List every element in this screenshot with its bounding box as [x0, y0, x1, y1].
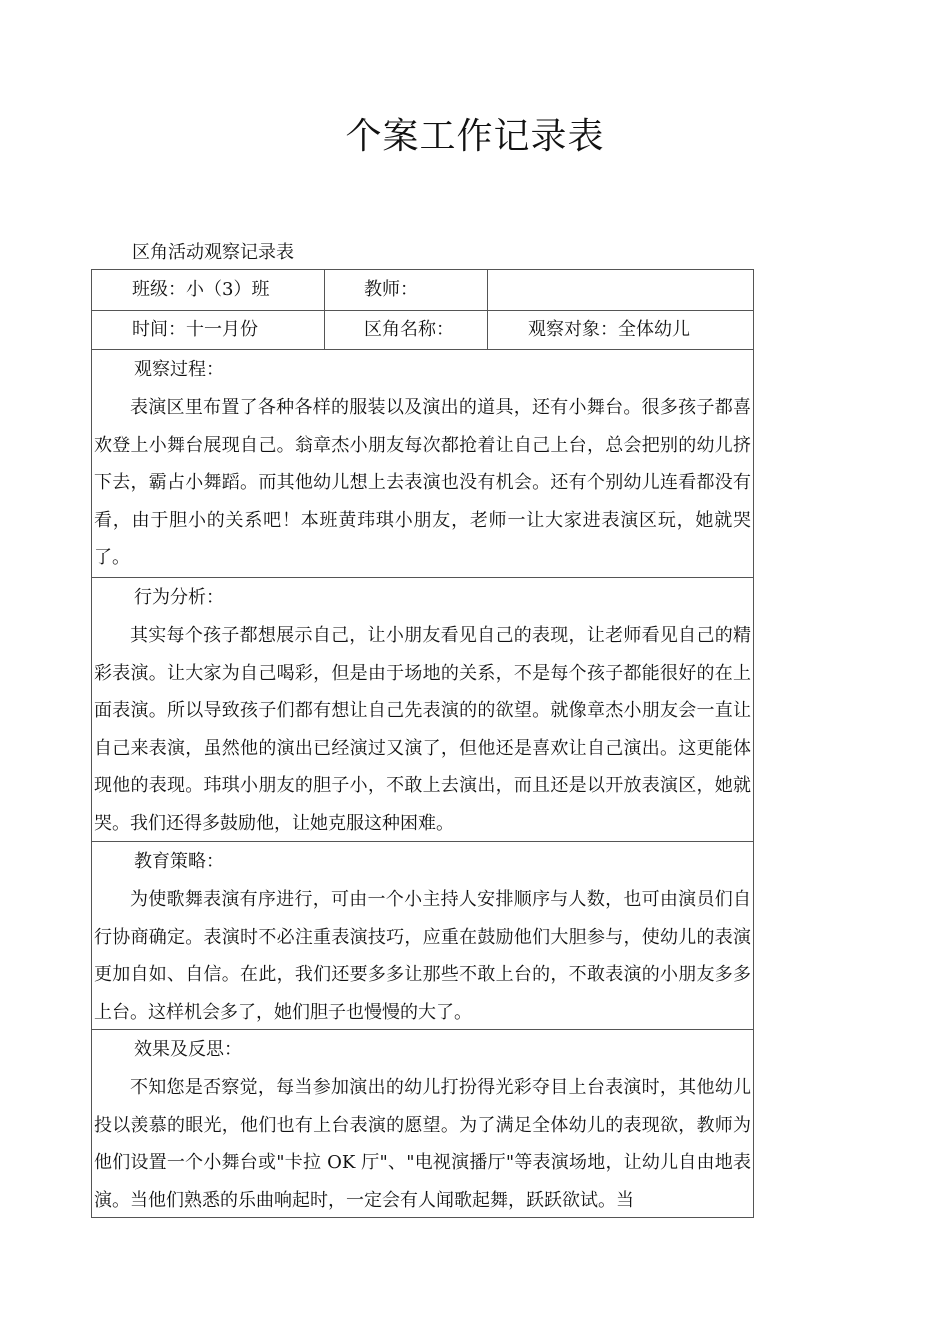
class-cell: 班级：小（3）班: [132, 279, 270, 300]
section-body: 表演区里布置了各种各样的服装以及演出的道具，还有小舞台。很多孩子都喜欢登上小舞台展现自己。翁章杰小朋友每次都抢着让自己上台，总会把别的幼儿挤下去，霸占小舞蹈。而其他幼儿想上去表演也没有机会。还有个别幼儿连看都没有看，由于胆小的关系吧！本班黄玮琪小朋友，老师一让大家进表演区玩，她就哭了。: [94, 397, 751, 569]
observation-target-cell: 观察对象：全体幼儿: [528, 319, 690, 340]
section-heading: 教育策略：: [134, 851, 224, 872]
teacher-label: 教师：: [364, 279, 418, 300]
section-body: 不知您是否察觉，每当参加演出的幼儿打扮得光彩夺目上台表演时，其他幼儿投以羡慕的眼光，他们也有上台表演的愿望。为了满足全体幼儿的表现欲，教师为他们设置一个小舞台或"卡拉 OK 厅"、"电视演播厅"等表演场地，让幼儿自由地表演。当他们熟悉的乐曲响起时，一定会有人闻歌起舞，跃跃欲试。当: [94, 1077, 751, 1211]
observation-process-section: [94, 351, 751, 577]
area-name-cell: 区角名称：: [364, 319, 454, 340]
page-title: 个案工作记录表: [345, 116, 605, 157]
effect-reflection-section: [94, 1031, 751, 1219]
form-title: 区角活动观察记录表: [132, 242, 294, 263]
time-cell: 时间：十一月份: [132, 319, 258, 340]
education-strategy-section: [94, 843, 751, 1031]
section-body: 其实每个孩子都想展示自己，让小朋友看见自己的表现，让老师看见自己的精彩表演。让大家为自己喝彩，但是由于场地的关系，不是每个孩子都能很好的在上面表演。所以导致孩子们都有想让自己先表演的的欲望。就像章杰小朋友会一直让自己来表演，虽然他的演出已经演过又演了，但他还是喜欢让自己演出。这更能体现他的表现。玮琪小朋友的胆子小，不敢上去演出，而且还是以开放表演区，她就哭。我们还得多鼓励他，让她克服这种困难。: [94, 625, 751, 834]
section-divider: [92, 577, 753, 578]
section-heading: 行为分析：: [134, 587, 224, 608]
section-heading: 效果及反思：: [134, 1039, 242, 1060]
section-body: 为使歌舞表演有序进行，可由一个小主持人安排顺序与人数，也可由演员们自行协商确定。表演时不必注重表演技巧，应重在鼓励他们大胆参与，使幼儿的表演更加自如、自信。在此，我们还要多多让那些不敢上台的，不敢表演的小朋友多多上台。这样机会多了，她们胆子也慢慢的大了。: [94, 889, 751, 1023]
record-form: [91, 269, 754, 1218]
column-divider: [487, 270, 488, 349]
section-heading: 观察过程：: [134, 359, 224, 380]
column-divider: [324, 270, 325, 349]
behavior-analysis-section: [94, 579, 751, 843]
